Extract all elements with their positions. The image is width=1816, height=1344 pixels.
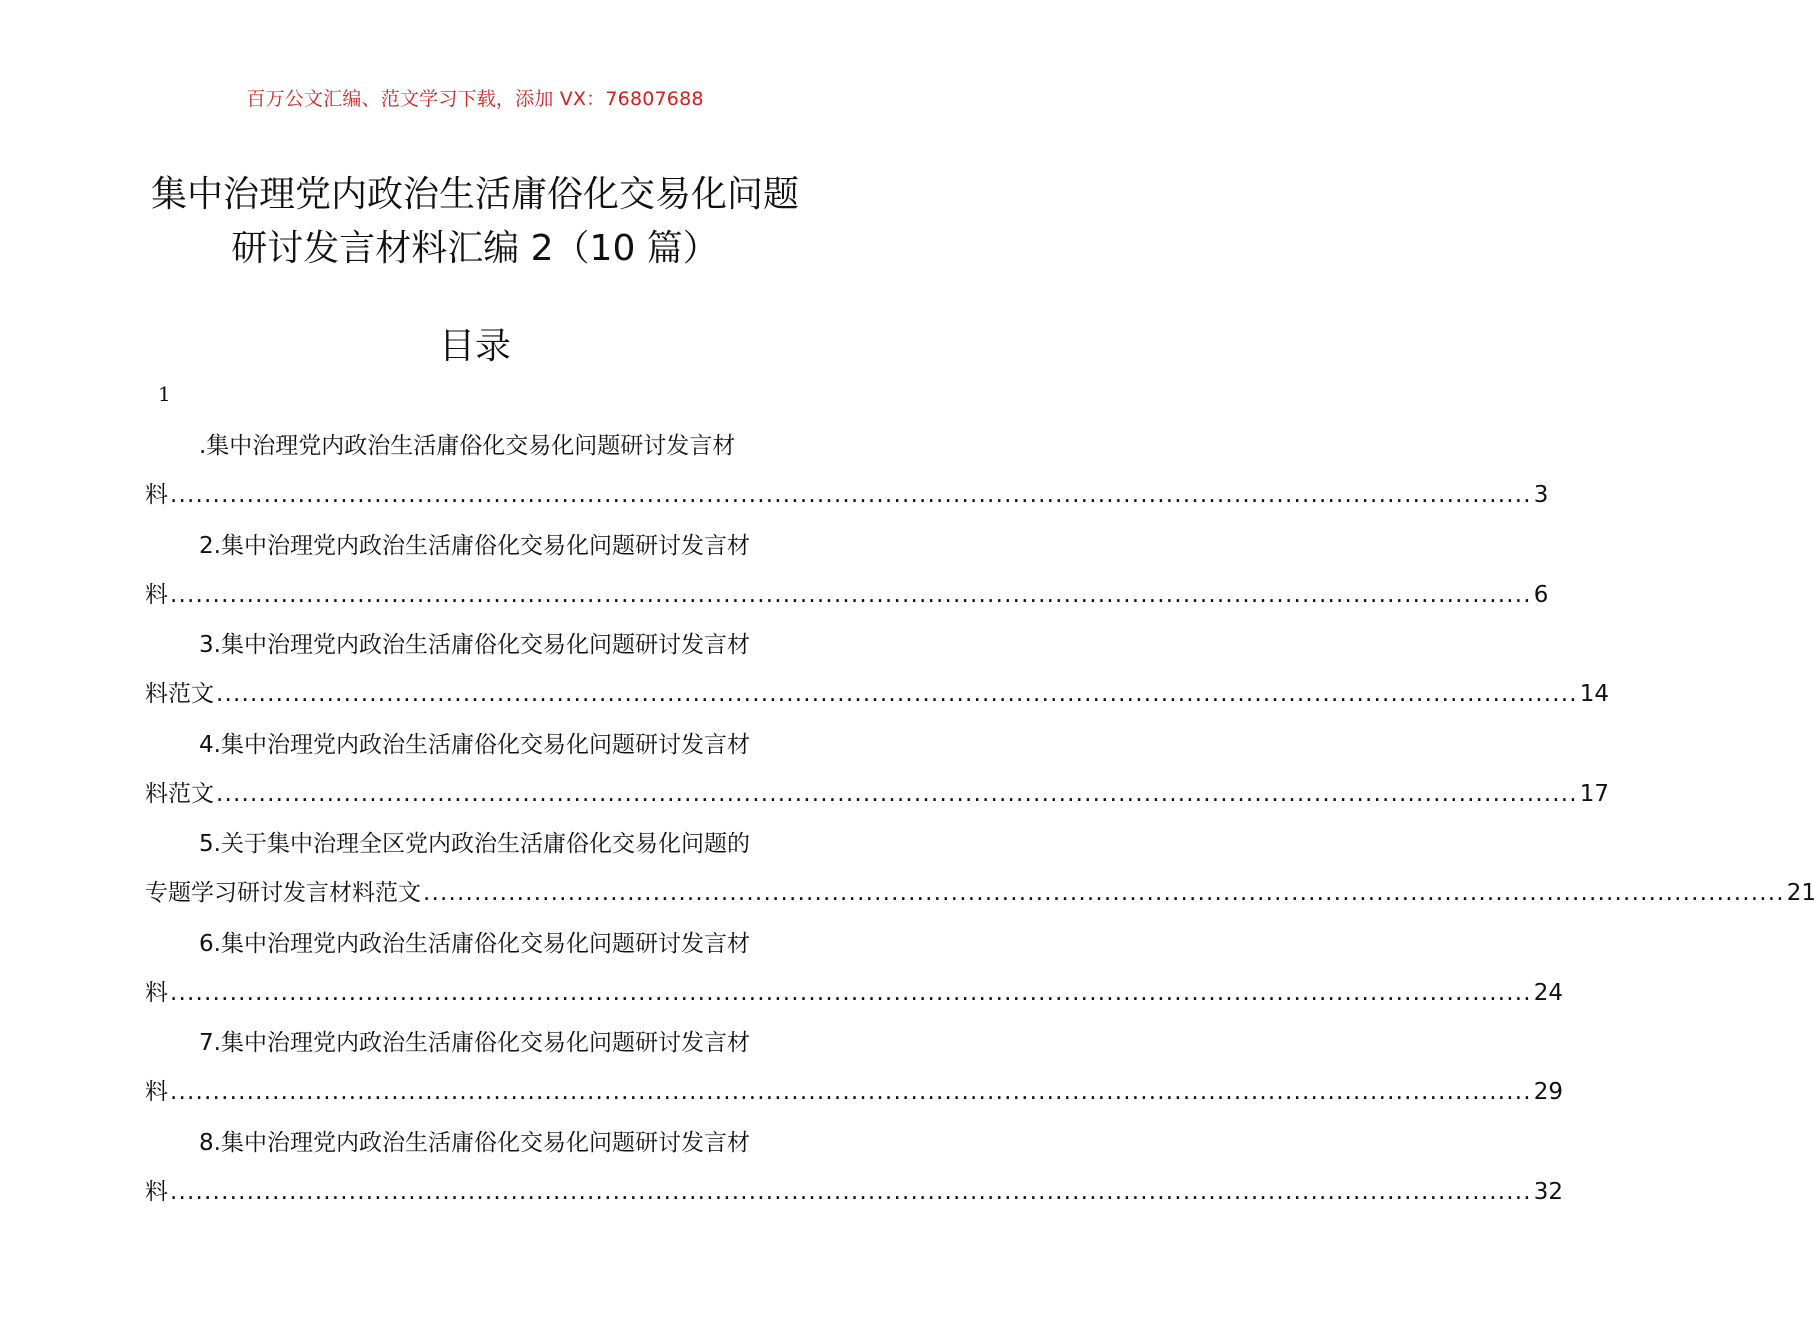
toc-heading: 目录 [438, 326, 511, 367]
toc-entry-title-tail: 专题学习研讨发言材料范文 [145, 880, 421, 906]
toc-entry-title: 4.集中治理党内政治生活庸俗化交易化问题研讨发言材 [199, 731, 750, 758]
toc-entry-2[interactable] [145, 520, 1549, 620]
toc-entry-title: 5.关于集中治理全区党内政治生活庸俗化交易化问题的 [199, 831, 750, 857]
toc-entry-7[interactable] [145, 1017, 1564, 1117]
toc-entry-title-tail: 料 [145, 979, 168, 1006]
toc-leader-dots: ................................................................................................................................................................ [423, 880, 1785, 906]
toc-page-number: 21 [1786, 880, 1816, 906]
toc-entry-6[interactable] [145, 918, 1564, 1018]
toc-leader-dots: ................................................................................................................................................................ [170, 1178, 1532, 1205]
toc-entry-continuation [145, 1072, 1564, 1112]
toc-page-number: 32 [1533, 1178, 1564, 1205]
toc-entry-5[interactable] [145, 818, 1816, 918]
toc-entry-title: .集中治理党内政治生活庸俗化交易化问题研讨发言材 [199, 433, 736, 459]
toc-entry-title-tail: 料范文 [145, 681, 214, 707]
toc-page-number: 17 [1579, 780, 1610, 807]
toc-page-number: 14 [1579, 681, 1610, 707]
toc-leader-dots: ................................................................................................................................................................ [170, 482, 1532, 508]
toc-entry-title: 3.集中治理党内政治生活庸俗化交易化问题研讨发言材 [199, 632, 750, 658]
toc-entry-continuation [145, 973, 1564, 1013]
toc-entry-1[interactable] [145, 420, 1549, 520]
toc-entry-continuation [145, 674, 1610, 714]
document-title [60, 168, 890, 276]
toc-entry-3[interactable] [145, 619, 1610, 719]
header-note: 百万公文汇编、范文学习下载，添加 VX：76807688 [246, 88, 704, 110]
title-line-2: 研讨发言材料汇编 2（10 篇） [231, 228, 719, 269]
toc-leader-dots: ................................................................................................................................................................ [170, 581, 1532, 608]
table-of-contents [145, 420, 1816, 1216]
toc-page-number: 6 [1533, 581, 1549, 608]
toc-entry-continuation [145, 475, 1549, 515]
toc-entry-continuation [145, 774, 1610, 814]
toc-entry-8[interactable] [145, 1117, 1564, 1217]
toc-entry-continuation [145, 873, 1816, 913]
toc-entry-title-tail: 料 [145, 581, 168, 608]
toc-leader-dots: ................................................................................................................................................................ [170, 1079, 1532, 1105]
toc-entry-title: 2.集中治理党内政治生活庸俗化交易化问题研讨发言材 [199, 532, 750, 559]
toc-leader-dots: ................................................................................................................................................................ [170, 979, 1532, 1006]
toc-page-number: 29 [1533, 1079, 1564, 1105]
toc-leader-dots: ................................................................................................................................................................ [216, 681, 1578, 707]
toc-entry-title: 6.集中治理党内政治生活庸俗化交易化问题研讨发言材 [199, 930, 750, 957]
toc-entry-title-tail: 料范文 [145, 780, 214, 807]
title-line-1: 集中治理党内政治生活庸俗化交易化问题 [150, 174, 799, 215]
toc-entry-title-tail: 料 [145, 1079, 168, 1105]
toc-entry-4[interactable] [145, 719, 1610, 819]
toc-leader-dots: ................................................................................................................................................................ [216, 780, 1578, 807]
toc-entry-continuation [145, 575, 1549, 615]
toc-entry-continuation [145, 1172, 1564, 1212]
toc-entry-title: 7.集中治理党内政治生活庸俗化交易化问题研讨发言材 [199, 1030, 750, 1056]
toc-entry-title-tail: 料 [145, 482, 168, 508]
toc-page-number: 24 [1533, 979, 1564, 1006]
stray-number: 1 [158, 382, 171, 406]
toc-page-number: 3 [1533, 482, 1549, 508]
toc-entry-title-tail: 料 [145, 1178, 168, 1205]
toc-entry-title: 8.集中治理党内政治生活庸俗化交易化问题研讨发言材 [199, 1129, 750, 1156]
